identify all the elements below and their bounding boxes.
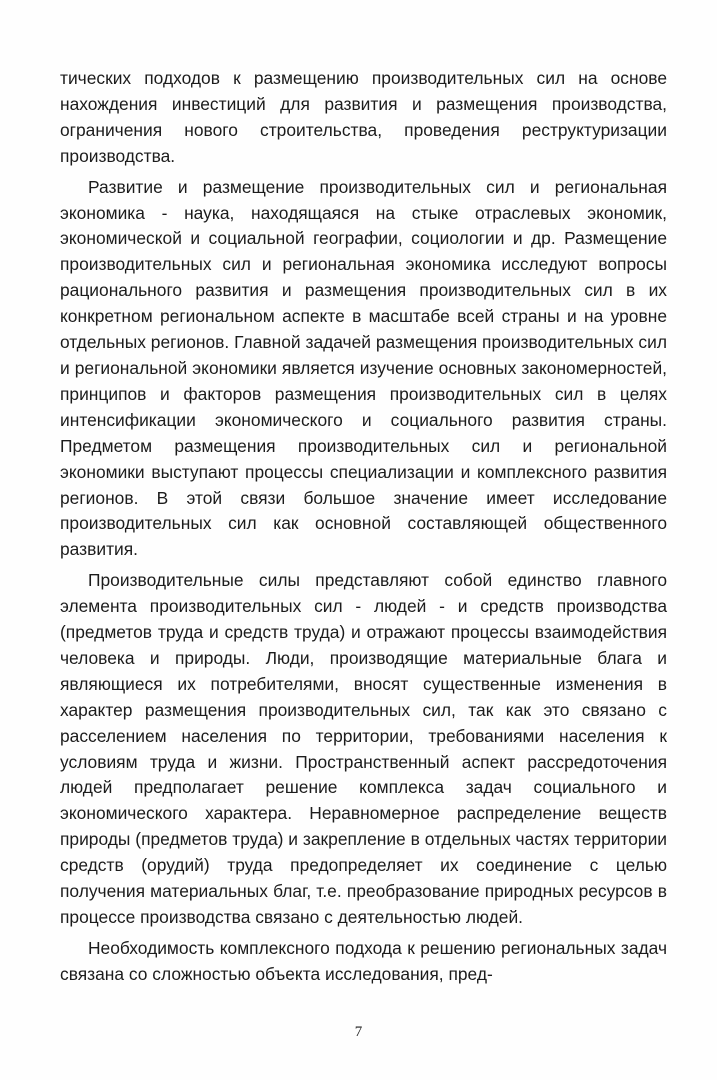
- page-number: 7: [354, 1024, 363, 1040]
- paragraph: Развитие и размещение производительных сил и региональная экономика - наука, находящаяся на стыке отраслевых экономик, экономической и социальной географии, социологии и др. Размещение производительных сил и региональная экономика исследуют вопросы рационального развития и размещения производительных сил в их конкретном региональном аспекте в масштабе всей страны и на уровне отдельных регионов. Главной задачей размещения производительных сил и региональной экономики является изучение основных закономерностей, принципов и факторов размещения производительных сил в целях интенсификации экономического и социального развития страны. Предметом размещения производительных сил и региональной экономики выступают процессы специализации и комплексного развития регионов. В этой связи большое значение имеет исследование производительных сил как основной составляющей общественного развития.: [60, 176, 667, 560]
- paragraph: Необходимость комплексного подхода к решению региональных задач связана со сложностью объекта исследования, пред-: [60, 937, 667, 984]
- paragraph-continued: тических подходов к размещению производительных сил на основе нахождения инвестиций для развития и размещения производства, ограничения нового строительства, проведения реструктуризации производства.: [60, 68, 667, 166]
- body-text: [60, 66, 667, 993]
- paragraph: Производительные силы представляют собой единство главного элемента производительных сил - людей - и средств производства (предметов труда и средств труда) и отражают процессы взаимодействия человека и природы. Люди, производящие материальные блага и являющиеся их потребителями, вносят существенные изменения в характер размещения производительных сил, так как это связано с расселением населения по территории, требованиями населения к условиям труда и жизни. Пространственный аспект рассредоточения людей предполагает решение комплекса задач социального и экономического характера. Неравномерное распределение веществ природы (предметов труда) и закрепление в отдельных частях территории средств (орудий) труда предопределяет их соединение с целью получения материальных благ, т.е. преобразование природных ресурсов в процессе производства связано с деятельностью людей.: [60, 570, 667, 927]
